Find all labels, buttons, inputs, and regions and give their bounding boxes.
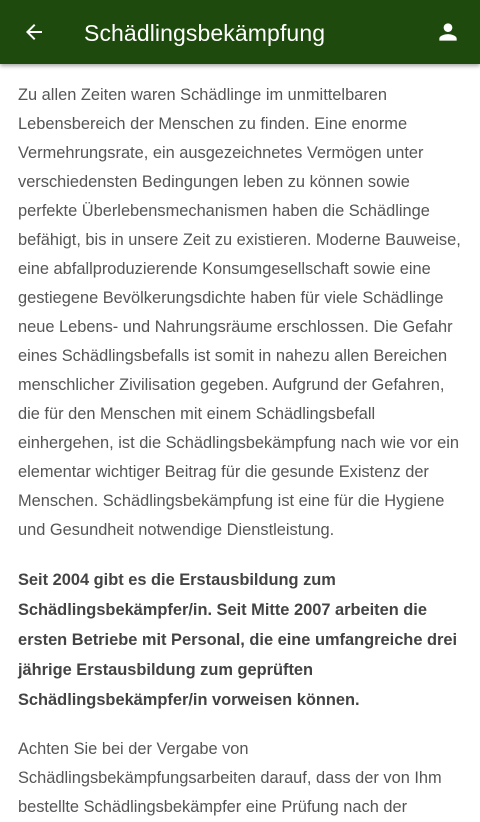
training-paragraph: Seit 2004 gibt es die Erstausbildung zum Schädlingsbekämpfer/in. Seit Mitte 2007 arbeiten die ersten Betriebe mit Personal, die eine umfangreiche drei jährige Erstausbildung zum geprüften Schädlingsbekämpfer/in vorweisen können. — [18, 571, 458, 709]
account-button[interactable] — [428, 12, 468, 52]
back-button[interactable] — [14, 12, 54, 52]
arrow-left-icon — [22, 20, 46, 44]
article-content — [0, 64, 480, 816]
advice-paragraph: Achten Sie bei der Vergabe von Schädlingsbekämpfungsarbeiten darauf, dass der von Ihm bestellte Schädlingsbekämpfer eine Prüfung nach der — [18, 740, 442, 816]
app-bar — [0, 0, 480, 64]
page-title: Schädlingsbekämpfung — [84, 20, 326, 46]
account-icon — [435, 19, 461, 45]
intro-paragraph: Zu allen Zeiten waren Schädlinge im unmittelbaren Lebensbereich der Menschen zu finden. Eine enorme Vermehrungsrate, ein ausgezeichnetes Vermögen unter verschiedensten Bedingungen leben zu können sowie perfekte Überlebensmechanismen haben die Schädlinge befähigt, bis in unsere Zeit zu existieren. Moderne Bauweise, eine abfallproduzierende Konsumgesellschaft sowie eine gestiegene Bevölkerungsdichte haben für viele Schädlinge neue Lebens- und Nahrungsräume erschlossen. Die Gefahr eines Schädlingsbefalls ist somit in nahezu allen Bereichen menschlicher Zivilisation gegeben. Aufgrund der Gefahren, die für den Menschen mit einem Schädlingsbefall einhergehen, ist die Schädlingsbekämpfung nach wie vor ein elementar wichtiger Beitrag für die gesunde Existenz der Menschen. Schädlingsbekämpfung ist eine für die Hygiene und Gesundheit notwendige Dienstleistung. — [18, 86, 461, 539]
